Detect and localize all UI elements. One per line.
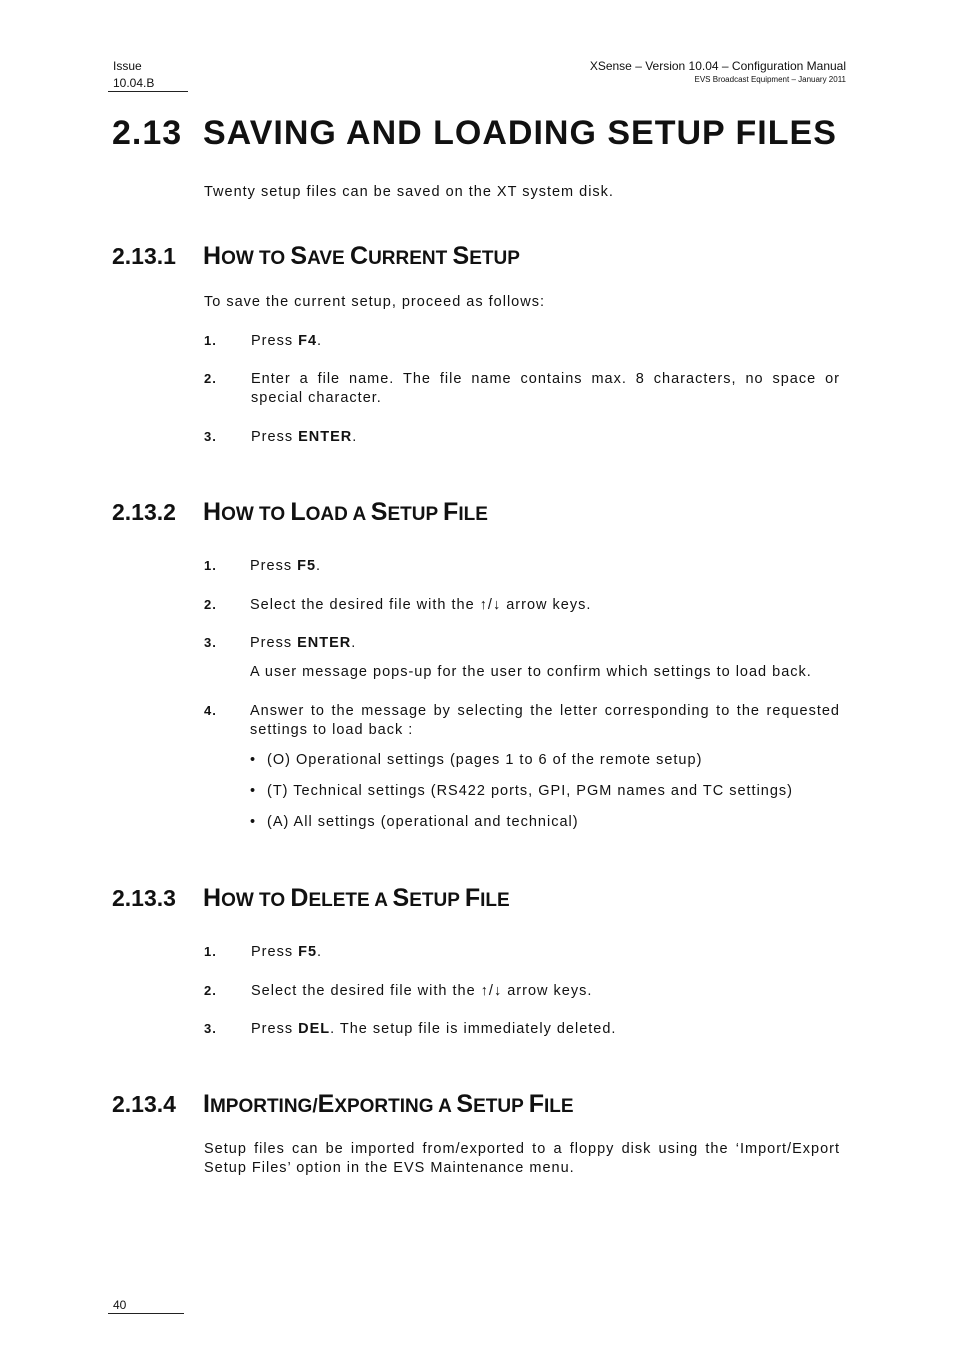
manual-title: XSense – Version 10.04 – Configuration Manual [589, 59, 846, 73]
bullet-icon: • [250, 783, 257, 799]
s2-step-3-note: A user message pops-up for the user to confirm which settings to load back. [250, 664, 812, 680]
s1-step-1-number: 1. [204, 333, 217, 348]
s1-step-3-text: Press ENTER. [251, 429, 358, 445]
section-title: SAVING AND LOADING SETUP FILES [203, 114, 837, 152]
subsection-2-title: HOW TO LOAD A SETUP FILE [203, 498, 488, 526]
page-number: 40 [113, 1298, 127, 1312]
subsection-3-number: 2.13.3 [112, 885, 176, 911]
s2-bullet-2: • (T) Technical settings (RS422 ports, GPI, PGM names and TC settings) [250, 783, 794, 799]
s3-step-3-text: Press DEL. The setup file is immediately deleted. [251, 1021, 617, 1037]
section-intro: Twenty setup files can be saved on the XT system disk. [204, 184, 614, 200]
subsection-2-number: 2.13.2 [112, 499, 176, 525]
s3-step-1-number: 1. [204, 944, 217, 959]
s2-step-2-number: 2. [204, 597, 217, 612]
subsection-4-heading [112, 1090, 574, 1119]
s3-step-1-text: Press F5. [251, 944, 323, 960]
bullet-icon: • [250, 814, 257, 830]
s2-step-1-number: 1. [204, 558, 217, 573]
s2-bullet-3: • (A) All settings (operational and technical) [250, 814, 579, 830]
issue-number: 10.04.B [113, 76, 155, 90]
subsection-4-number: 2.13.4 [112, 1091, 176, 1117]
s2-step-4-number: 4. [204, 703, 217, 718]
subsection-4-title: IMPORTING/EXPORTING A SETUP FILE [203, 1090, 574, 1118]
header-rule [108, 91, 188, 92]
subsection-4-body: Setup files can be imported from/exported to a floppy disk using the ‘Import/Export Setup Files’ option in the EVS Maintenance menu. [204, 1141, 840, 1176]
s1-step-3-number: 3. [204, 429, 217, 444]
subsection-1-intro: To save the current setup, proceed as follows: [204, 294, 545, 310]
issue-label: Issue [113, 59, 142, 73]
footer-rule [108, 1313, 184, 1314]
section-number: 2.13 [112, 114, 183, 152]
publisher-line: EVS Broadcast Equipment – January 2011 [694, 75, 846, 84]
s1-step-2-text: Enter a file name. The file name contains max. 8 characters, no space or special character. [251, 371, 840, 406]
subsection-3-heading [112, 884, 510, 913]
s2-step-1-text: Press F5. [250, 558, 322, 574]
section-heading [112, 114, 837, 153]
s3-step-3-number: 3. [204, 1021, 217, 1036]
subsection-1-title: HOW TO SAVE CURRENT SETUP [203, 242, 520, 270]
bullet-icon: • [250, 752, 257, 768]
s3-step-2-text: Select the desired file with the ↑/↓ arrow keys. [251, 983, 593, 999]
s2-bullet-1: • (O) Operational settings (pages 1 to 6 of the remote setup) [250, 752, 703, 768]
s1-step-1-text: Press F4. [251, 333, 323, 349]
s2-step-3-text: Press ENTER. [250, 635, 357, 651]
subsection-3-title: HOW TO DELETE A SETUP FILE [203, 884, 510, 912]
subsection-1-heading [112, 242, 520, 271]
subsection-2-heading [112, 498, 488, 527]
s3-step-2-number: 2. [204, 983, 217, 998]
s2-step-3-number: 3. [204, 635, 217, 650]
s1-step-2-number: 2. [204, 371, 217, 386]
s2-step-2-text: Select the desired file with the ↑/↓ arrow keys. [250, 597, 592, 613]
subsection-1-number: 2.13.1 [112, 243, 176, 269]
s2-step-4-text: Answer to the message by selecting the letter corresponding to the requested settings to load back : [250, 703, 840, 738]
